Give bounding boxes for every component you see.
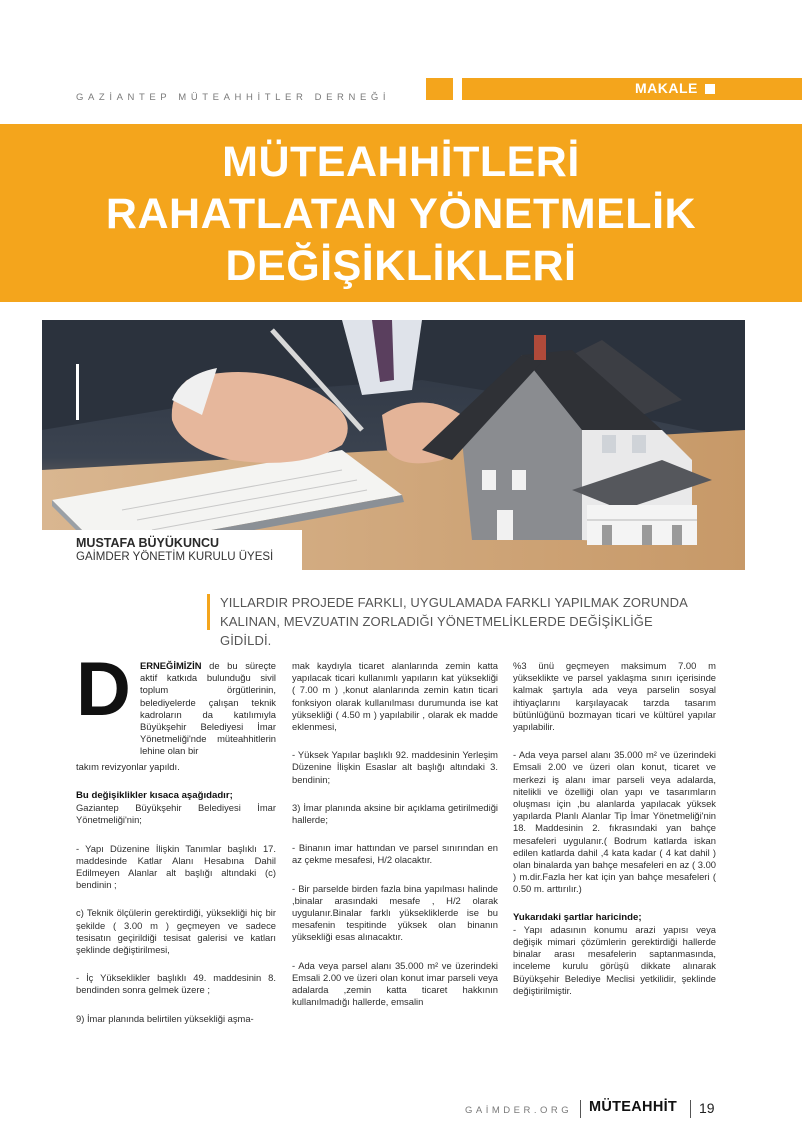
article-title	[0, 136, 802, 292]
col1-paragraph: c) Teknik ölçülerin gerektirdiği, yüksekliği hiç bir şekilde ( 3.00 m ) geçmeyen ve sadece tesisatın geçirildiği tesisat galerisi ve katları şeklinde değiştirilmesi,	[76, 907, 276, 956]
author-name: MUSTAFA BÜYÜKUNCU	[76, 536, 220, 550]
intro-text: de bu süreçte aktif katkıda bulunduğu sivil toplum örgütlerinin, belediyelerde çalışan teknik kadroların da katılımıyla Büyükşehir Belediyesi İmar Yönetmeliği'nde müteahhitlerin lehine olan bir	[140, 660, 276, 757]
column-2	[292, 660, 498, 1008]
summary-heading: Bu değişiklikler kısaca aşağıdadır;	[76, 790, 233, 801]
author-role: GAİMDER YÖNETİM KURULU ÜYESİ	[76, 551, 274, 563]
lead-accent-bar	[207, 594, 210, 630]
col2-paragraph: - Yüksek Yapılar başlıklı 92. maddesinin Yerleşim Düzenine İlişkin Esaslar alt başlığı altındaki 3. bendinin;	[292, 749, 498, 785]
drop-cap: D	[76, 647, 131, 732]
title-line-3: DEĞİŞİKLİKLERİ	[225, 242, 577, 290]
footer-separator	[580, 1100, 581, 1118]
header-section-bar	[462, 78, 802, 100]
col1-paragraph: - İç Yükseklikler başlıklı 49. maddesinin 8. bendinden sonra gelmek üzere ;	[76, 972, 276, 996]
col2-paragraph: - Bir parselde birden fazla bina yapılması halinde ,binalar arasındaki mesafe , H/2 olarak uygulanır.Binalar farklı yüksekliklerde ise bu mesafenin tespitinde yüksek olan binanın yüksekliği esas alınacaktır.	[292, 882, 498, 943]
footer-website: GAİMDER.ORG	[465, 1105, 573, 1116]
col2-paragraph: 3) İmar planında aksine bir açıklama getirilmediği hallerde;	[292, 801, 498, 826]
col3-paragraph: %3 ünü geçmeyen maksimum 7.00 m yükseklikte ve parsel yaklaşma sınırı içerisinde kalmak şartıyla ada veya parselin sosyal ihtiyaçlarını karşılayacak tarzda tasarım bütünlüğünü bozmayan ticari ve kültürel yapılar yapılabilir.	[513, 660, 716, 733]
footer-separator	[690, 1100, 691, 1118]
col1-paragraph: 9) İmar planında belirtilen yüksekliği aşma-	[76, 1012, 254, 1024]
intro-bold-word: ERNEĞİMİZİN	[140, 660, 202, 671]
association-name: GAZİANTEP MÜTEAHHİTLER DERNEĞİ	[76, 92, 391, 103]
section-label-square	[705, 84, 715, 94]
col1-paragraph: Gaziantep Büyükşehir Belediyesi İmar Yönetmeliği'nin;	[76, 802, 276, 826]
page-number: 19	[699, 1100, 715, 1116]
col2-paragraph: - Binanın imar hattından ve parsel sınırından en az çekme mesafesi, H/2 olacaktır.	[292, 842, 498, 866]
col2-paragraph: - Ada veya parsel alanı 35.000 m² ve üzerindeki Emsali 2.00 ve üzeri olan konut imar parseli veya adalarda ,zemin katta ticaret hakkının kullanılmadığı hallerde, emsalin	[292, 959, 498, 1008]
title-line-2: RAHATLATAN YÖNETMELİK	[105, 190, 697, 238]
col3-heading: Yukarıdaki şartlar haricinde;	[513, 911, 642, 923]
title-line-1: MÜTEAHHİTLERİ	[222, 138, 580, 186]
lead-paragraph: YILLARDIR PROJEDE FARKLI, UYGULAMADA FARKLI YAPILMAK ZORUNDA KALINAN, MEVZUATIN ZORLADIĞI YÖNETMELİKLERDE DEĞİŞİKLİĞE GİDİLDİ.	[220, 595, 688, 648]
col1-paragraph: - Yapı Düzenine İlişkin Tanımlar başlıklı 17. maddesinde Katlar Alanı Hesabına Dahil Edilmeyen Alanlar alt başlığı altındaki (c) bendinin ;	[76, 842, 276, 891]
section-label: MAKALE	[635, 80, 698, 96]
col3-paragraph: - Yapı adasının konumu arazi yapısı veya değişik mimari çözümlerin gerektirdiği hallerde binalar arası mesafelerin saptanmasında, inceleme kurulu görüşü dikkate alınarak Büyükşehir Belediye Meclisi yetkilidir, şeklinde değiştirilmiştir.	[513, 923, 716, 996]
header-accent-square	[426, 78, 453, 100]
col2-paragraph: mak kaydıyla ticaret alanlarında zemin katta yapılacak ticari kullanımlı yapıların kat yüksekliği ( 7.00 m ) ,konut alanlarında zemin katın ticari fonksiyon olarak kullanılması durumunda ise kat yüksekliği ( 4.50 m ) yapılabilir , olarak ek madde eklenmesi,	[292, 660, 498, 733]
col3-paragraph: - Ada veya parsel alanı 35.000 m² ve üzerindeki Emsali 2.00 ve üzeri olan konut, ticaret ve merkezi iş alanı imar parseli veya adalarda, nitelikli ve özelliği olan yapı ve tasarımların oluşması için ,bu alanlarda yapılacak yüksek yapılarda Planlı Alanlar Tip İmar Yönetmeliği'nin 18. Maddesinin 2. fıkrasındaki yan bahçe mesafeleri uygulanır.( Bodrum katlarda iskan edilen katlarda dahil ,4 kata kadar ( 4 kat dahil ) olan binalarda yan bahçe mesafeleri en az ( 3.00 ) m.dir.Fazla her kat için yan bahçe mesafeleri ( 0.50 m. arttırılır.)	[513, 749, 716, 895]
intro-paragraph	[140, 660, 276, 758]
column-3	[513, 660, 716, 997]
footer-magazine-name: MÜTEAHHİT	[589, 1099, 678, 1115]
column-1	[76, 790, 276, 1025]
intro-paragraph-end: takım revizyonlar yapıldı.	[76, 761, 180, 772]
